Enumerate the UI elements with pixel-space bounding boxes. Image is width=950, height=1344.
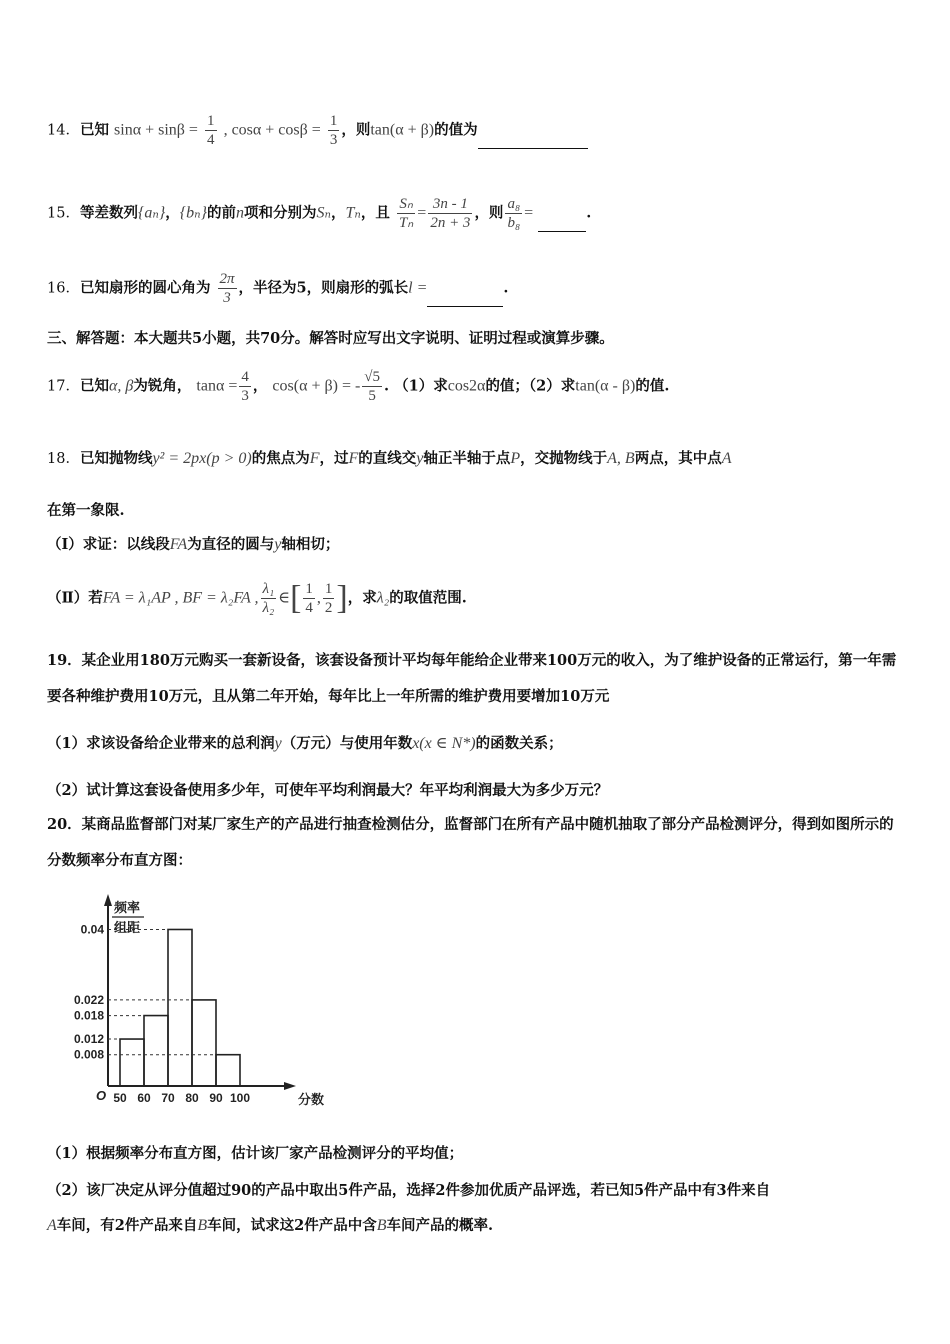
y-tick-label: 0.018 — [73, 1008, 104, 1023]
fraction: $\frac{1}{4}$ — [207, 113, 215, 148]
x-tick-label: 70 — [161, 1091, 175, 1105]
answer-blank — [478, 132, 588, 149]
q18-number: 18． — [47, 451, 80, 467]
histogram-bar — [168, 929, 192, 1086]
x-tick-label: 90 — [209, 1091, 223, 1105]
q19-part2: （2）试计算这套设备使用多少年，可使年平均利润最大？年平均利润最大为多少万元？ — [47, 782, 609, 799]
y-tick-label: 0.012 — [73, 1032, 104, 1047]
answer-blank — [427, 290, 503, 307]
histogram-bar — [216, 1055, 240, 1086]
y-axis-label-top: 频率 — [114, 900, 141, 915]
q14: 14．已知 sinα + sinβ = $\frac{1}{4}$ , cosα + cosβ = $\frac{1}{3}$ ，则tan(α + β)的值为 — [47, 112, 588, 149]
y-axis-arrow — [104, 894, 112, 906]
fraction: $\frac{\text{a₈}}{\text{b₈}}$ — [507, 196, 521, 231]
q16: 16．已知扇形的圆心角为 $\frac{2\pi}{3}$ ，半径为5，则扇形的弧长l = . — [47, 271, 509, 306]
q15: 15．等差数列{aₙ}，{bₙ}的前n项和分别为Sₙ，Tₙ，且 $\frac{\text{Sₙ}}{\text{Tₙ}}$ = $\frac{3n - 1}{2n + 3}$ ，则 $\frac{\text{a₈}}{\text{b₈}}$ = . — [47, 196, 592, 231]
fraction: $\frac{4}{3}$ — [241, 369, 249, 404]
fraction: $\frac{1}{2}$ — [324, 581, 333, 616]
origin-label: O — [96, 1088, 107, 1103]
q15-number: 15． — [47, 205, 80, 222]
q19-paragraph: 19．某企业用180万元购买一套新设备，该套设备预计平均每年能给企业带来100万元的收入，为了维护设备的正常运行，第一年需要各种维护费用10万元，且从第二年开始，每年比上一年所需的维护费用要增加10万元 — [47, 652, 897, 705]
fraction: $\frac{1}{4}$ — [305, 581, 313, 616]
q17-number: 17． — [47, 378, 80, 395]
fraction: $\frac{3n - 1}{2n + 3}$ — [430, 196, 471, 231]
fraction: $\frac{√5}{5}$ — [364, 369, 381, 404]
q20-part2-cont: A车间，有2件产品来自B车间，试求这2件产品中含B车间产品的概率. — [47, 1217, 494, 1234]
answer-blank — [538, 215, 586, 232]
q20-paragraph: 20．某商品监督部门对某厂家生产的产品进行抽查检测估分，监督部门在所有产品中随机抽取了部分产品检测评分，得到如图所示的分数频率分布直方图： — [47, 816, 894, 869]
histogram-bar — [192, 1000, 216, 1086]
q18-part1: （Ⅰ）求证：以线段FA为直径的圆与y轴相切； — [47, 536, 340, 553]
q17: 17．已知α, β为锐角， tanα = $\frac{4}{3}$ ， cos(α + β) = - $\frac{√5}{5}$ . （1）求cos2α的值；（2）求tan(α - β)的值. — [47, 369, 670, 404]
q14-number: 14． — [47, 122, 80, 139]
fraction: $\frac{\text{λ₁}}{\text{λ₂}}$ — [262, 581, 275, 616]
q20-part1: （1）根据频率分布直方图，估计该厂家产品检测评分的平均值； — [47, 1145, 464, 1162]
x-axis-arrow — [284, 1082, 296, 1090]
q18-line2: 在第一象限. — [47, 502, 125, 519]
section-heading: 三、解答题：本大题共5小题，共70分。解答时应写出文字说明、证明过程或演算步骤。 — [47, 330, 614, 347]
q16-number: 16． — [47, 280, 80, 297]
q20-part2: （2）该厂决定从评分值超过90的产品中取出5件产品，选择2件参加优质产品评选，若已知5件产品中有3件来自 — [47, 1182, 771, 1199]
x-axis-label: 分数 — [298, 1092, 325, 1107]
q19-part1: （1）求该设备给企业带来的总利润y（万元）与使用年数x(x ∈ N*)的函数关系； — [47, 735, 563, 752]
histogram-bar — [120, 1039, 144, 1086]
x-tick-label: 100 — [229, 1091, 251, 1105]
q18: 18．已知抛物线y² = 2px(p > 0)的焦点为F，过F的直线交y轴正半轴于点P，交抛物线于A, B两点，其中点A — [47, 450, 732, 467]
fraction: $\frac{\text{Sₙ}}{\text{Tₙ}}$ — [398, 196, 414, 231]
fraction: $\frac{2\pi}{3}$ — [219, 271, 235, 306]
fraction: $\frac{1}{3}$ — [329, 113, 338, 148]
x-tick-label: 50 — [113, 1091, 127, 1105]
x-tick-label: 80 — [185, 1091, 199, 1105]
histogram-chart — [60, 890, 325, 1120]
q14-condition: sinα + sinβ = — [114, 121, 198, 139]
y-tick-label: 0.022 — [73, 992, 104, 1007]
y-tick-label: 0.04 — [80, 922, 104, 937]
histogram-bar — [144, 1016, 168, 1086]
q18-part2: （Ⅱ）若FA = λ₁AP , BF = λ₂FA , $\frac{\text{λ₁}}{\text{λ₂}}$ ∈[ $\frac{1}{4}$ , $\frac{1}{2}$ ]，求λ₂的取值范围. — [47, 579, 467, 617]
x-tick-label: 60 — [137, 1091, 151, 1105]
y-tick-label: 0.008 — [73, 1047, 104, 1062]
y-axis-label-bottom: 组距 — [114, 920, 141, 935]
